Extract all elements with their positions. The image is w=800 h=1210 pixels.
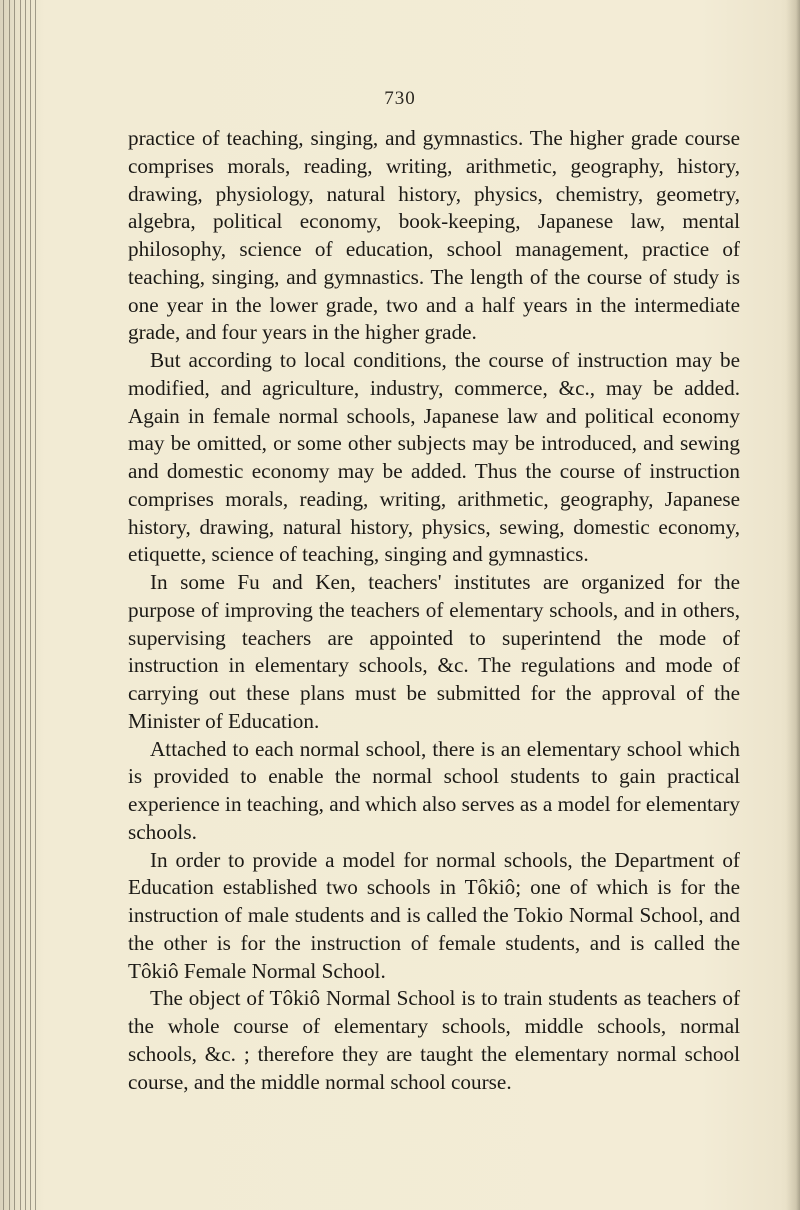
paragraph: Attached to each normal school, there is an elementary school which is provided to enable the normal school students to gain practical experience in teaching, and which also serves as a model for elementary schools.	[128, 736, 740, 844]
page-number: 730	[384, 88, 416, 109]
paragraph: practice of teaching, singing, and gymnastics. The higher grade course comprises morals, reading, writing, arithmetic, geography, history, drawing, physiology, natural history, physics, chemistry, geometry, algebra, political economy, book-keeping, Japanese law, mental philosophy, science of education, school management, practice of teaching, singing, and gymnastics. The length of the course of study is one year in the lower grade, two and a half years in the intermediate grade, and four years in the higher grade.	[128, 126, 740, 345]
paragraph: But according to local conditions, the course of instruction may be modified, and agriculture, industry, commerce, &c., may be added. Again in female normal schools, Japanese law and political economy may be omitted, or some other subjects may be introduced, and sewing and domestic economy may be added. Thus the course of instruction comprises morals, reading, writing, arithmetic, geography, Japanese history, drawing, natural history, physics, sewing, domestic economy, etiquette, science of teaching, singing and gymnastics.	[128, 348, 740, 567]
page-right-edge	[786, 0, 800, 1210]
body-text	[128, 125, 740, 1096]
paragraph: The object of Tôkiô Normal School is to train students as teachers of the whole course of elementary schools, middle schools, normal schools, &c. ; therefore they are taught the elementary normal school course, and the middle normal school course.	[128, 986, 740, 1094]
page-binding-edge	[0, 0, 42, 1210]
paragraph: In some Fu and Ken, teachers' institutes are organized for the purpose of improving the teachers of elementary schools, and in others, supervising teachers are appointed to superintend the mode of instruction in elementary schools, &c. The regulations and mode of carrying out these plans must be submitted for the approval of the Minister of Education.	[128, 570, 740, 733]
paragraph: In order to provide a model for normal schools, the Department of Education established two schools in Tôkiô; one of which is for the instruction of male students and is called the Tokio Normal School, and the other is for the instruction of female students, and is called the Tôkiô Female Normal School.	[128, 847, 740, 983]
